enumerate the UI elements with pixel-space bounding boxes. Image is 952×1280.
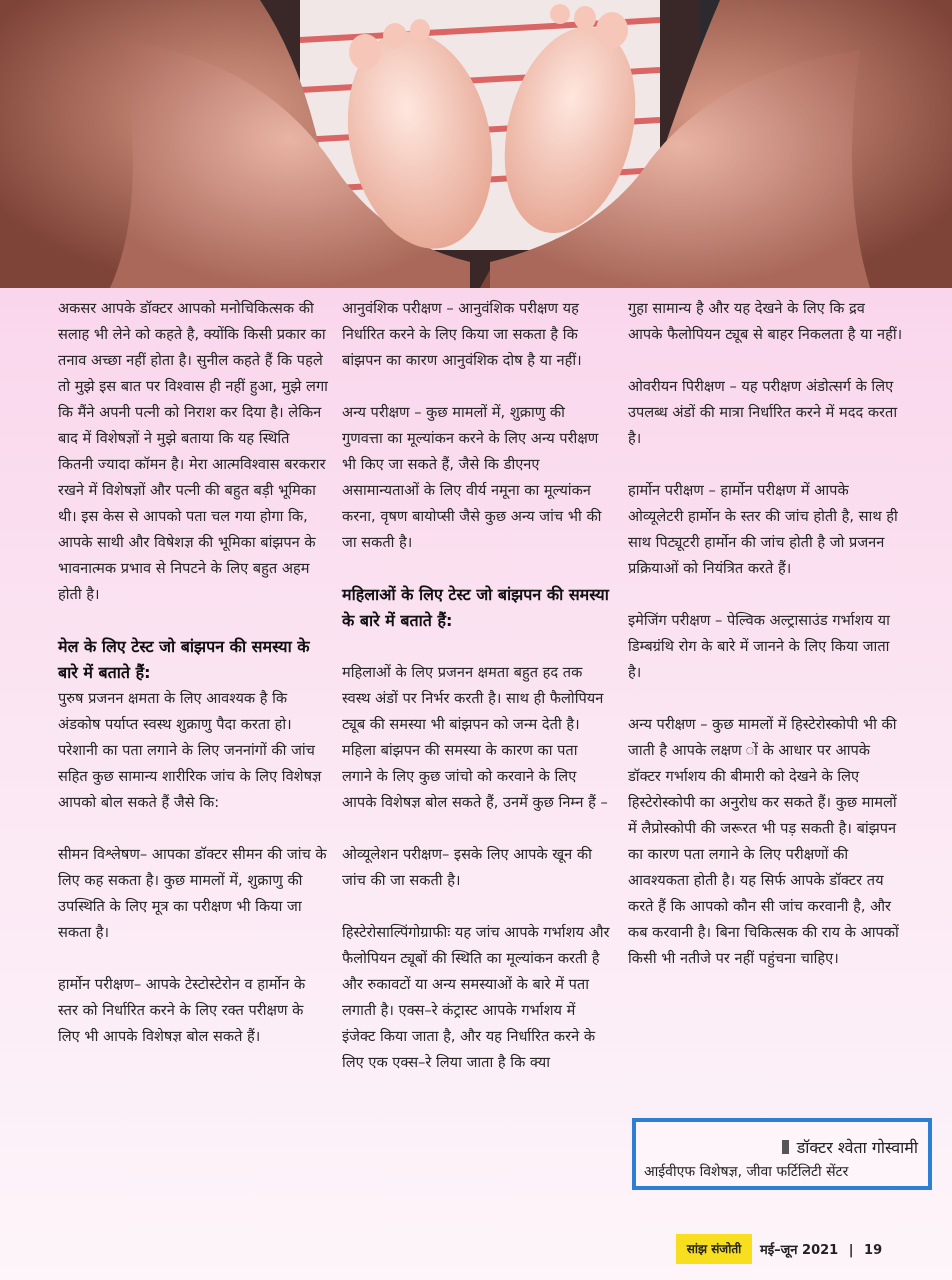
paragraph: सीमन विश्लेषण– आपका डॉक्टर सीमन की जांच के लिए कह सकता है। कुछ मामलों में, शुक्राणु की उपस्थिति के लिए मूत्र का परीक्षण भी किया जा सकता है।	[58, 846, 327, 941]
paragraph: हार्मोन परीक्षण – हार्मोन परीक्षण में आपके ओव्यूलेटरी हार्मोन के स्तर की जांच होती है, साथ ही साथ पिट्यूटरी हार्मोन की जांच होती है जो प्रजनन प्रक्रियाओं को नियंत्रित करते हैं।	[628, 482, 898, 577]
paragraph: महिलाओं के लिए प्रजनन क्षमता बहुत हद तक स्वस्थ अंडों पर निर्भर करती है। साथ ही फैलोपियन ट्यूब की समस्या भी बांझपन को जन्म देती है। महिला बांझपन की समस्या के कारण का पता लगाने के लिए कुछ जांचो को करवाने के लिए आपके विशेषज्ञ बोल सकते हैं, उनमें कुछ निम्न हैं –	[342, 664, 608, 811]
paragraph: हिस्टेरोसाल्पिंगोग्राफीः यह जांच आपके गर्भाशय और फैलोपियन ट्यूबों की स्थिति का मूल्यांकन करती है और रुकावटों या अन्य समस्याओं के बारे में पता लगाती है। एक्स–रे कंट्रास्ट आपके गर्भाशय में इंजेक्ट किया जाता है, और यह निर्धारित करने के लिए एक एक्स–रे लिया जाता है कि क्या	[342, 924, 610, 1071]
article-column-2	[342, 296, 610, 1102]
paragraph: गुहा सामान्य है और यह देखने के लिए कि द्रव आपके फैलोपियन ट्यूब से बाहर निकलता है या नहीं।	[628, 300, 903, 343]
issue-and-page	[760, 1240, 882, 1258]
author-role: आईवीएफ विशेषज्ञ, जीवा फर्टिलिटी सेंटर	[644, 1164, 849, 1180]
author-name-line	[782, 1136, 918, 1158]
bullet-bar-icon	[782, 1140, 789, 1154]
baby-feet-in-hands-illustration	[0, 0, 952, 288]
author-name: डॉक्टर श्वेता गोस्वामी	[796, 1138, 918, 1157]
article-column-1	[58, 296, 328, 1076]
section-heading-female-tests: महिलाओं के लिए टेस्ट जो बांझपन की समस्या के बारे में बताते हैं:	[342, 585, 609, 630]
section-heading-male-tests: मेल के लिए टेस्ट जो बांझपन की समस्या के बारे में बताते हैं:	[58, 637, 310, 682]
hero-photo-baby-feet	[0, 0, 952, 288]
paragraph: अन्य परीक्षण – कुछ मामलों में हिस्टेरोस्कोपी भी की जाती है आपके लक्षण ों के आधार पर आपके डॉक्टर गर्भाशय की बीमारी को देखने के लिए हिस्टेरोस्कोपी का अनुरोध कर सकते हैं। कुछ मामलों में लैप्रोस्कोपी की जरूरत भी पड़ सकती है। बांझपन का कारण पता लगाने के लिए परीक्षणों की आवश्यकता होती है। यह सिर्फ आपके डॉक्टर तय करते हैं कि आपको कौन सी जांच करवानी है, और कब करवानी है। बिना चिकित्सक की राय के आपकों किसी भी नतीजे पर नहीं पहुंचना चाहिए।	[628, 716, 899, 967]
paragraph: हार्मोन परीक्षण– आपके टेस्टोस्टेरोन व हार्मोन के स्तर को निर्धारित करने के लिए रक्त परीक्षण के लिए भी आपके विशेषज्ञ बोल सकते हैं।	[58, 976, 306, 1045]
magazine-name-tag: सांझ संजोती	[676, 1234, 752, 1264]
separator: |	[848, 1243, 854, 1258]
paragraph: आनुवंशिक परीक्षण – आनुवंशिक परीक्षण यह निर्धारित करने के लिए किया जा सकता है कि बांझपन का कारण आनुवंशिक दोष है या नहीं।	[342, 300, 582, 369]
paragraph: ओवरीयन पिरीक्षण – यह परीक्षण अंडोत्सर्ग के लिए उपलब्ध अंडों की मात्रा निर्धारित करने में मदद करता है।	[628, 378, 898, 447]
paragraph: पुरुष प्रजनन क्षमता के लिए आवश्यक है कि अंडकोष पर्याप्त स्वस्थ शुक्राणु पैदा करता हो। परेशानी का पता लगाने के लिए जननांगों की जांच सहित कुछ सामान्य शारीरिक जांच के लिए विशेषज्ञ आपको बोल सकते हैं जैसे कि:	[58, 690, 322, 811]
paragraph: अकसर आपके डॉक्टर आपको मनोचिकित्सक की सलाह भी लेने को कहते है, क्योंकि किसी प्रकार का तनाव अच्छा नहीं होता है। सुनील कहते हैं कि पहले तो मुझे इस बात पर विश्वास ही नहीं हुआ, मुझे लगा कि मैंने अपनी पत्नी को निराश कर दिया है। लेकिन बाद में विशेषज्ञों ने मुझे बताया कि यह स्थिति कितनी ज्यादा कॉमन है। मेरा आत्मविश्वास बरकरार रखने में विशेषज्ञों और पत्नी की बहुत बड़ी भूमिका थी। इस केस से आपको पता चल गया होगा कि, आपके साथी और विषेशज्ञ की भूमिका बांझपन के भावनात्मक प्रभाव से निपटने के लिए बहुत अहम होती है।	[58, 300, 328, 603]
author-credit-box	[632, 1118, 932, 1190]
paragraph: अन्य परीक्षण – कुछ मामलों में, शुक्राणु की गुणवत्ता का मूल्यांकन करने के लिए अन्य परीक्षण भी किए जा सकते हैं, जैसे कि डीएनए असामान्यताओं के लिए वीर्य नमूना का मूल्यांकन करना, वृषण बायोप्सी जैसे कुछ अन्य जांच भी की जा सकती है।	[342, 404, 602, 551]
article-column-3	[628, 296, 903, 998]
paragraph: ओव्यूलेशन परीक्षण– इसके लिए आपके खून की जांच की जा सकती है।	[342, 846, 592, 889]
page-number: 19	[864, 1243, 883, 1258]
paragraph: इमेजिंग परीक्षण – पेल्विक अल्ट्रासाउंड गर्भाशय या डिम्बग्रंथि रोग के बारे में जानने के लिए किया जाता है।	[628, 612, 890, 681]
issue-date: मई–जून 2021	[760, 1243, 839, 1258]
